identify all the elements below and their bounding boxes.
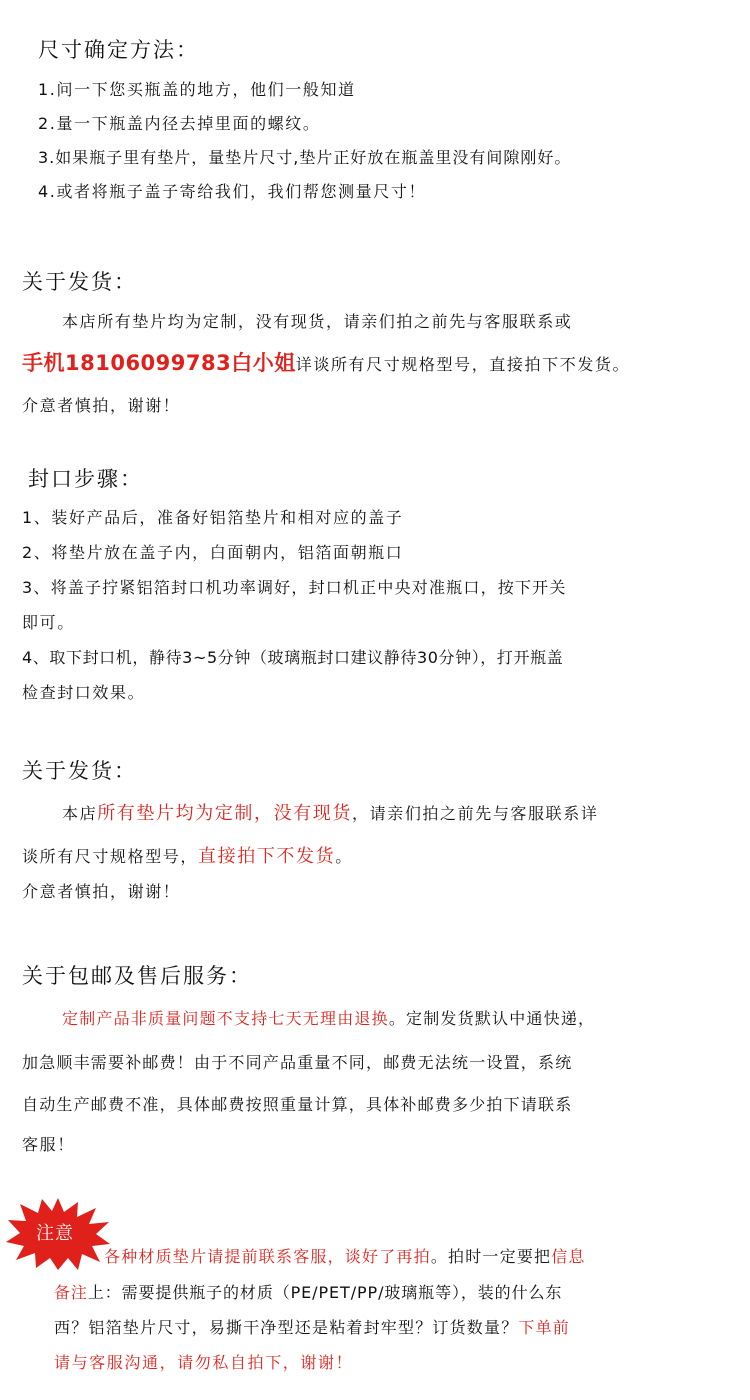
shipping2-l2b: 直接拍下不发货 [198,846,336,867]
postage-title: 关于包邮及售后服务： [22,964,252,988]
shipping2-l2a: 谈所有尺寸规格型号， [22,847,199,866]
notice-line-3 [54,1315,570,1338]
sealing-title: 封口步骤： [28,467,143,491]
size-item-3: 3.如果瓶子里有垫片，量垫片尺寸,垫片正好放在瓶盖里没有间隙刚好。 [38,148,572,167]
size-title: 尺寸确定方法： [38,38,199,62]
shipping-line-1: 本店所有垫片均为定制，没有现货，请亲们拍之前先与客服联系或 [62,312,573,331]
sealing-step-1: 1、装好产品后，准备好铝箔垫片和相对应的盖子 [22,508,404,527]
notice-l1a: 各种材质垫片请提前联系客服，谈好了再拍 [104,1247,431,1266]
postage-line-2: 加急顺丰需要补邮费！由于不同产品重量不同，邮费无法统一设置，系统 [22,1053,573,1072]
postage-line-1 [62,1006,595,1029]
size-item-2: 2.量一下瓶盖内径去掉里面的螺纹。 [38,114,321,133]
size-item-4: 4.或者将瓶子盖子寄给我们，我们帮您测量尺寸！ [38,182,427,201]
sealing-step-3: 3、将盖子拧紧铝箔封口机功率调好，封口机正中央对准瓶口，按下开关 [22,578,567,597]
sealing-step-4-cont: 检查封口效果。 [22,683,146,702]
notice-l2b: 上：需要提供瓶子的材质（PE/PET/PP/玻璃瓶等），装的什么东 [87,1283,563,1302]
shipping2-line-3: 介意者慎拍，谢谢！ [22,882,181,901]
shipping2-line-1 [62,799,598,825]
shipping-line-3: 介意者慎拍，谢谢！ [22,396,181,415]
postage-l1b: 。定制发货默认中通快递， [388,1009,596,1028]
sealing-step-4: 4、取下封口机，静待3~5分钟（玻璃瓶封口建议静待30分钟），打开瓶盖 [22,648,564,667]
notice-badge: 注意 [36,1223,74,1244]
shipping-line-2-rest: 详谈所有尺寸规格型号，直接拍下不发货。 [295,355,631,374]
notice-l3a: 西？铝箔垫片尺寸，易撕干净型还是粘着封牢型？订货数量？ [54,1318,519,1337]
notice-l2a: 备注 [54,1283,88,1302]
shipping2-title: 关于发货： [22,759,137,783]
shipping2-l1a: 本店 [62,804,98,823]
notice-l1c: 信息 [551,1247,586,1266]
phone-contact: 手机18106099783白小姐 [22,351,296,375]
postage-line-3: 自动生产邮费不准，具体邮费按照重量计算，具体补邮费多少拍下请联系 [22,1095,573,1114]
notice-line-4: 请与客服沟通，请勿私自拍下，谢谢！ [54,1353,354,1372]
notice-l1b: 。拍时一定要把 [430,1247,552,1266]
postage-line-4: 客服！ [22,1135,75,1154]
shipping2-l2c: 。 [335,847,353,866]
sealing-step-3-cont: 即可。 [22,613,75,632]
notice-l3b: 下单前 [518,1318,571,1337]
notice-line-2 [54,1280,562,1303]
notice-line-1 [104,1244,586,1267]
sealing-step-2: 2、将垫片放在盖子内，白面朝内，铝箔面朝瓶口 [22,543,404,562]
size-item-1: 1.问一下您买瓶盖的地方，他们一般知道 [38,80,356,99]
shipping2-l1c: ，请亲们拍之前先与客服联系详 [352,804,599,823]
postage-l1a: 定制产品非质量问题不支持七天无理由退换 [62,1009,389,1028]
shipping2-l1b: 所有垫片均为定制，没有现货 [97,803,353,824]
shipping-line-2 [22,347,630,377]
shipping2-line-2 [22,842,353,868]
shipping-title: 关于发货： [22,270,137,294]
